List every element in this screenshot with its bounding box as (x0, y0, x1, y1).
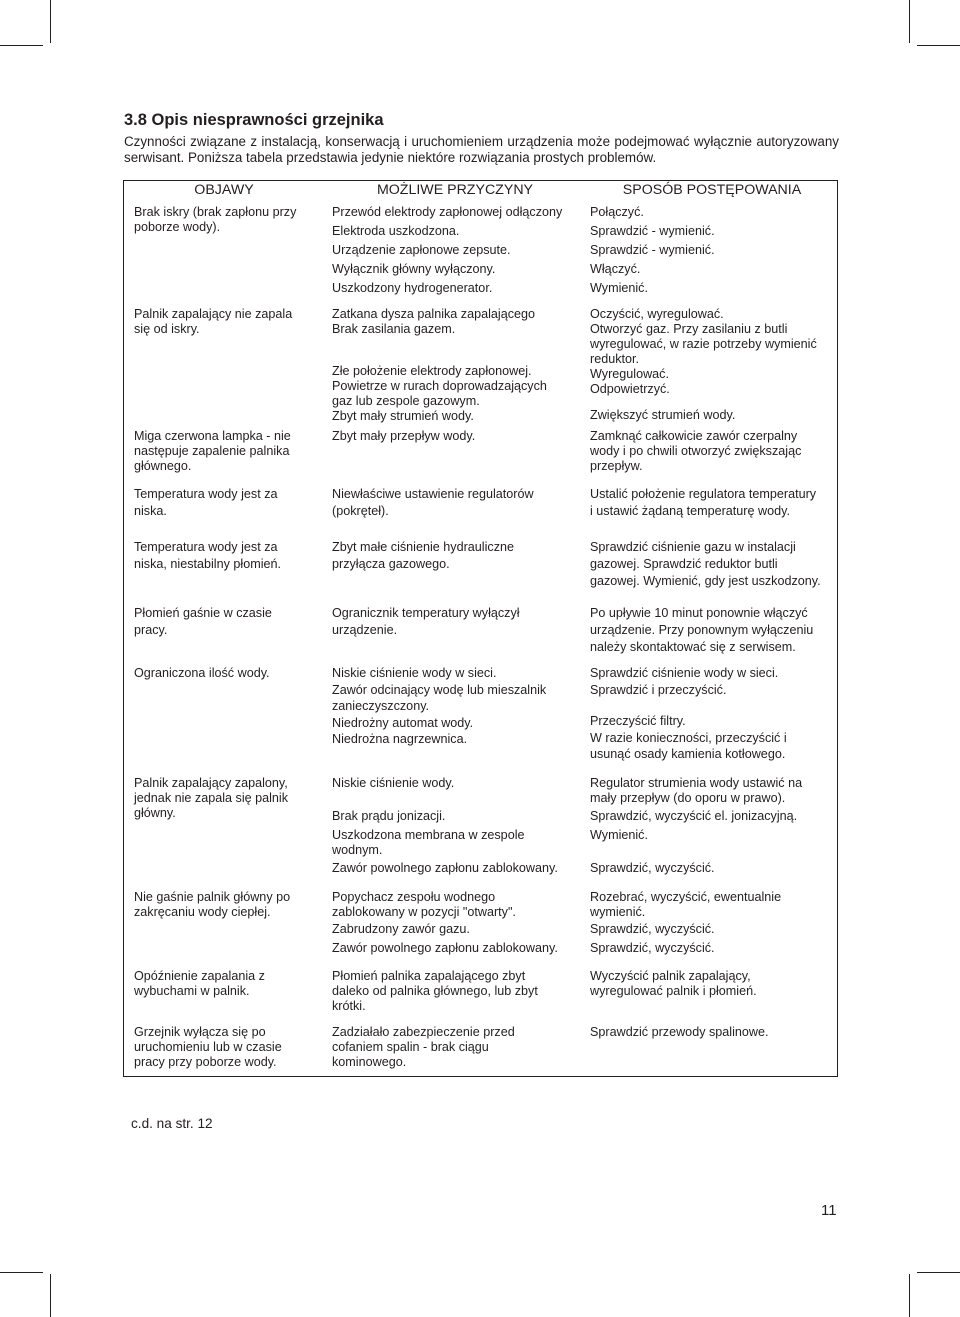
symptom-cell (134, 486, 278, 520)
text-line: Nie gaśnie palnik główny po (134, 890, 291, 904)
text-line: zanieczyszczony. (332, 699, 430, 713)
text-line: Włączyć. (590, 262, 641, 276)
cause-cell (332, 605, 520, 639)
text-line: uruchomieniu lub w czasie (134, 1040, 282, 1054)
action-cell (590, 486, 816, 520)
cause-cell (332, 1025, 515, 1070)
text-line: pracy przy poborze wody. (134, 1055, 277, 1069)
symptom-cell (134, 307, 292, 337)
action-cell (590, 1025, 769, 1040)
action-cell (590, 665, 778, 698)
action-cell (590, 539, 821, 590)
cause-cell (332, 429, 475, 444)
cause-cell (332, 486, 534, 520)
text-line: Sprawdzić przewody spalinowe. (590, 1025, 769, 1039)
action-cell (590, 713, 787, 763)
text-line: Popychacz zespołu wodnego (332, 890, 496, 904)
cause-cell (332, 922, 558, 956)
text-line: Powietrze w rurach doprowadzających (332, 379, 547, 393)
action-cell (590, 408, 735, 423)
text-line: Brak prądu jonizacji. (332, 809, 446, 823)
text-line: Zatkana dysza palnika zapalającego (332, 307, 536, 321)
text-line: i ustawić żądaną temperaturę wody. (590, 504, 790, 518)
text-line: zakręcaniu wody ciepłej. (134, 905, 271, 919)
text-line: Uszkodzony hydrogenerator. (332, 281, 493, 295)
text-line: wyregulować palnik i płomień. (590, 984, 757, 998)
text-line: Sprawdzić, wyczyścić. (590, 922, 715, 936)
text-line: Niewłaściwe ustawienie regulatorów (332, 487, 534, 501)
text-line: niska. (134, 504, 167, 518)
cause-cell (332, 809, 445, 824)
action-cell (590, 429, 801, 474)
text-line: Sprawdzić i przeczyścić. (590, 682, 727, 697)
text-line: Płomień gaśnie w czasie (134, 606, 272, 620)
crop-mark (917, 1272, 960, 1273)
text-line: Połączyć. (590, 205, 644, 219)
text-line: Po upływie 10 minut ponownie włączyć (590, 606, 808, 620)
symptom-cell (134, 776, 288, 821)
text-line: Ustalić położenie regulatora temperatury (590, 487, 817, 501)
cause-cell (332, 364, 547, 424)
text-line: Wyczyścić palnik zapalający, (590, 969, 751, 983)
text-line: urządzenie. Przy ponownym wyłączeniu (590, 623, 814, 637)
text-line: Regulator strumienia wody ustawić na (590, 776, 803, 790)
cause-cell (332, 828, 525, 858)
text-line: Oczyścić, wyregulować. (590, 307, 724, 321)
text-line: Grzejnik wyłącza się po (134, 1025, 266, 1039)
action-cell (590, 809, 797, 824)
text-line: Zawór powolnego zapłonu zablokowany. (332, 861, 558, 875)
section-heading: 3.8 Opis niesprawności grzejnika (124, 111, 384, 129)
crop-mark (0, 1272, 43, 1273)
text-line: wodnym. (332, 843, 383, 857)
text-line: Sprawdzić, wyczyścić. (590, 861, 715, 875)
symptom-cell (134, 605, 272, 639)
text-line: Zamknąć całkowicie zawór czerpalny (590, 429, 798, 443)
text-line: Brak iskry (brak zapłonu przy (134, 205, 297, 219)
text-line: Palnik zapalający nie zapala (134, 307, 293, 321)
text-line: następuje zapalenie palnika (134, 444, 290, 458)
text-line: niska, niestabilny płomień. (134, 557, 282, 571)
text-line: Płomień palnika zapalającego zbyt (332, 969, 526, 983)
text-line: reduktor. (590, 352, 640, 366)
text-line: wody i po chwili otworzyć zwiększając (590, 444, 802, 458)
text-line: Niskie ciśnienie wody w sieci. (332, 666, 497, 680)
text-line: Zawór odcinający wodę lub mieszalnik (332, 682, 547, 697)
text-line: Zawór powolnego zapłonu zablokowany. (332, 941, 558, 955)
action-cell (590, 828, 648, 843)
text-line: głównego. (134, 459, 192, 473)
text-line: należy skontaktować się z serwisem. (590, 640, 796, 654)
text-line: Temperatura wody jest za (134, 487, 278, 501)
text-line: Zabrudzony zawór gazu. (332, 922, 470, 936)
cause-cell (332, 539, 514, 573)
text-line: krótki. (332, 999, 366, 1013)
crop-mark (0, 45, 43, 46)
text-line: Zbyt mały strumień wody. (332, 409, 474, 423)
text-line: Otworzyć gaz. Przy zasilaniu z butli (590, 322, 788, 336)
text-line: mały przepływ (do oporu w prawo). (590, 791, 786, 805)
header-actions: SPOSÓB POSTĘPOWANIA (622, 182, 802, 198)
text-line: Sprawdzić - wymienić. (590, 224, 715, 238)
page-number: 11 (821, 1202, 837, 1219)
symptom-cell (134, 890, 290, 920)
text-line: główny. (134, 806, 176, 820)
cause-cell (332, 307, 535, 337)
text-line: usunąć osady kamienia kotłowego. (590, 747, 786, 761)
text-line: gazowej. Sprawdzić reduktor butli (590, 557, 778, 571)
action-cell (590, 307, 817, 397)
text-line: wyregulować, w razie potrzeby wymienić (590, 337, 817, 351)
text-line: pracy. (134, 623, 168, 637)
text-line: Elektroda uszkodzona. (332, 224, 460, 238)
text-line: Przewód elektrody zapłonowej odłączony (332, 205, 563, 219)
text-line: Temperatura wody jest za (134, 540, 278, 554)
text-line: wybuchami w palnik. (134, 984, 250, 998)
text-line: Rozebrać, wyczyścić, ewentualnie (590, 890, 782, 904)
text-line: Wyłącznik główny wyłączony. (332, 262, 496, 276)
text-line: Wymienić. (590, 828, 648, 842)
symptom-cell (134, 665, 270, 682)
text-line: zablokowany w pozycji "otwarty". (332, 905, 516, 919)
text-line: Niedrożna nagrzewnica. (332, 732, 468, 746)
action-cell (590, 205, 715, 296)
text-line: Zbyt mały przepływ wody. (332, 429, 476, 443)
text-line: Niedrożny automat wody. (332, 715, 474, 730)
action-cell (590, 861, 715, 876)
intro-paragraph: Czynności związane z instalacją, konserwacją i uruchomieniem urządzenia może podejmować wyłącznie autoryzowany serwisant. Poniższa tabela przedstawia jedynie niektóre rozwiązania prostych problemów. (124, 134, 839, 165)
cause-cell (332, 776, 454, 791)
text-line: Zbyt małe ciśnienie hydrauliczne (332, 540, 514, 554)
text-line: Przeczyścić filtry. (590, 714, 686, 728)
cause-cell (332, 890, 516, 920)
text-line: Sprawdzić ciśnienie wody w sieci. (590, 666, 779, 680)
action-cell (590, 605, 813, 656)
text-line: kominowego. (332, 1055, 407, 1069)
text-line: wymienić. (590, 905, 646, 919)
text-line: Miga czerwona lampka - nie (134, 429, 291, 443)
text-line: Sprawdzić - wymienić. (590, 243, 715, 257)
cause-cell (332, 665, 546, 748)
text-line: Ogranicznik temperatury wyłączył (332, 606, 520, 620)
cause-cell (332, 969, 538, 1014)
crop-mark (909, 0, 910, 43)
cause-cell (332, 205, 562, 296)
text-line: Niskie ciśnienie wody. (332, 776, 455, 790)
cause-cell (332, 861, 558, 876)
text-line: Wymienić. (590, 281, 648, 295)
crop-mark (50, 0, 51, 43)
text-line: gazowej. Wymienić, gdy jest uszkodzony. (590, 574, 821, 588)
text-line: Ograniczona ilość wody. (134, 666, 270, 680)
text-line: Urządzenie zapłonowe zepsute. (332, 243, 511, 257)
crop-mark (917, 45, 960, 46)
action-cell (590, 969, 757, 999)
text-line: gaz lub zespole gazowym. (332, 394, 480, 408)
text-line: przepływ. (590, 459, 643, 473)
text-line: Brak zasilania gazem. (332, 322, 456, 336)
header-symptoms: OBJAWY (194, 182, 254, 198)
text-line: Opóźnienie zapalania z (134, 969, 265, 983)
continued-note: c.d. na str. 12 (131, 1116, 213, 1131)
symptom-cell (134, 429, 291, 474)
text-line: Wyregulować. (590, 367, 669, 381)
action-cell (590, 890, 781, 920)
text-line: cofaniem spalin - brak ciągu (332, 1040, 489, 1054)
text-line: Złe położenie elektrody zapłonowej. (332, 364, 532, 378)
text-line: przyłącza gazowego. (332, 557, 450, 571)
crop-mark (50, 1274, 51, 1317)
text-line: daleko od palnika głównego, lub zbyt (332, 984, 538, 998)
text-line: Sprawdzić, wyczyścić. (590, 941, 715, 955)
action-cell (590, 776, 802, 806)
text-line: się od iskry. (134, 322, 200, 336)
symptom-cell (134, 1025, 282, 1070)
text-line: Zwiększyć strumień wody. (590, 408, 736, 422)
symptom-cell (134, 539, 281, 573)
text-line: (pokręteł). (332, 504, 389, 518)
symptom-cell (134, 969, 265, 999)
text-line: Palnik zapalający zapalony, (134, 776, 288, 790)
action-cell (590, 922, 715, 956)
text-line: jednak nie zapala się palnik (134, 791, 289, 805)
text-line: Zadziałało zabezpieczenie przed (332, 1025, 515, 1039)
text-line: poborze wody). (134, 220, 221, 234)
text-line: W razie konieczności, przeczyścić i (590, 730, 787, 745)
text-line: Sprawdzić, wyczyścić el. jonizacyjną. (590, 809, 798, 823)
text-line: urządzenie. (332, 623, 398, 637)
text-line: Sprawdzić ciśnienie gazu w instalacji (590, 540, 796, 554)
symptom-cell (134, 205, 296, 235)
text-line: Uszkodzona membrana w zespole (332, 828, 525, 842)
header-causes: MOŻLIWE PRZYCZYNY (376, 182, 534, 198)
crop-mark (909, 1274, 910, 1317)
text-line: Odpowietrzyć. (590, 382, 670, 396)
